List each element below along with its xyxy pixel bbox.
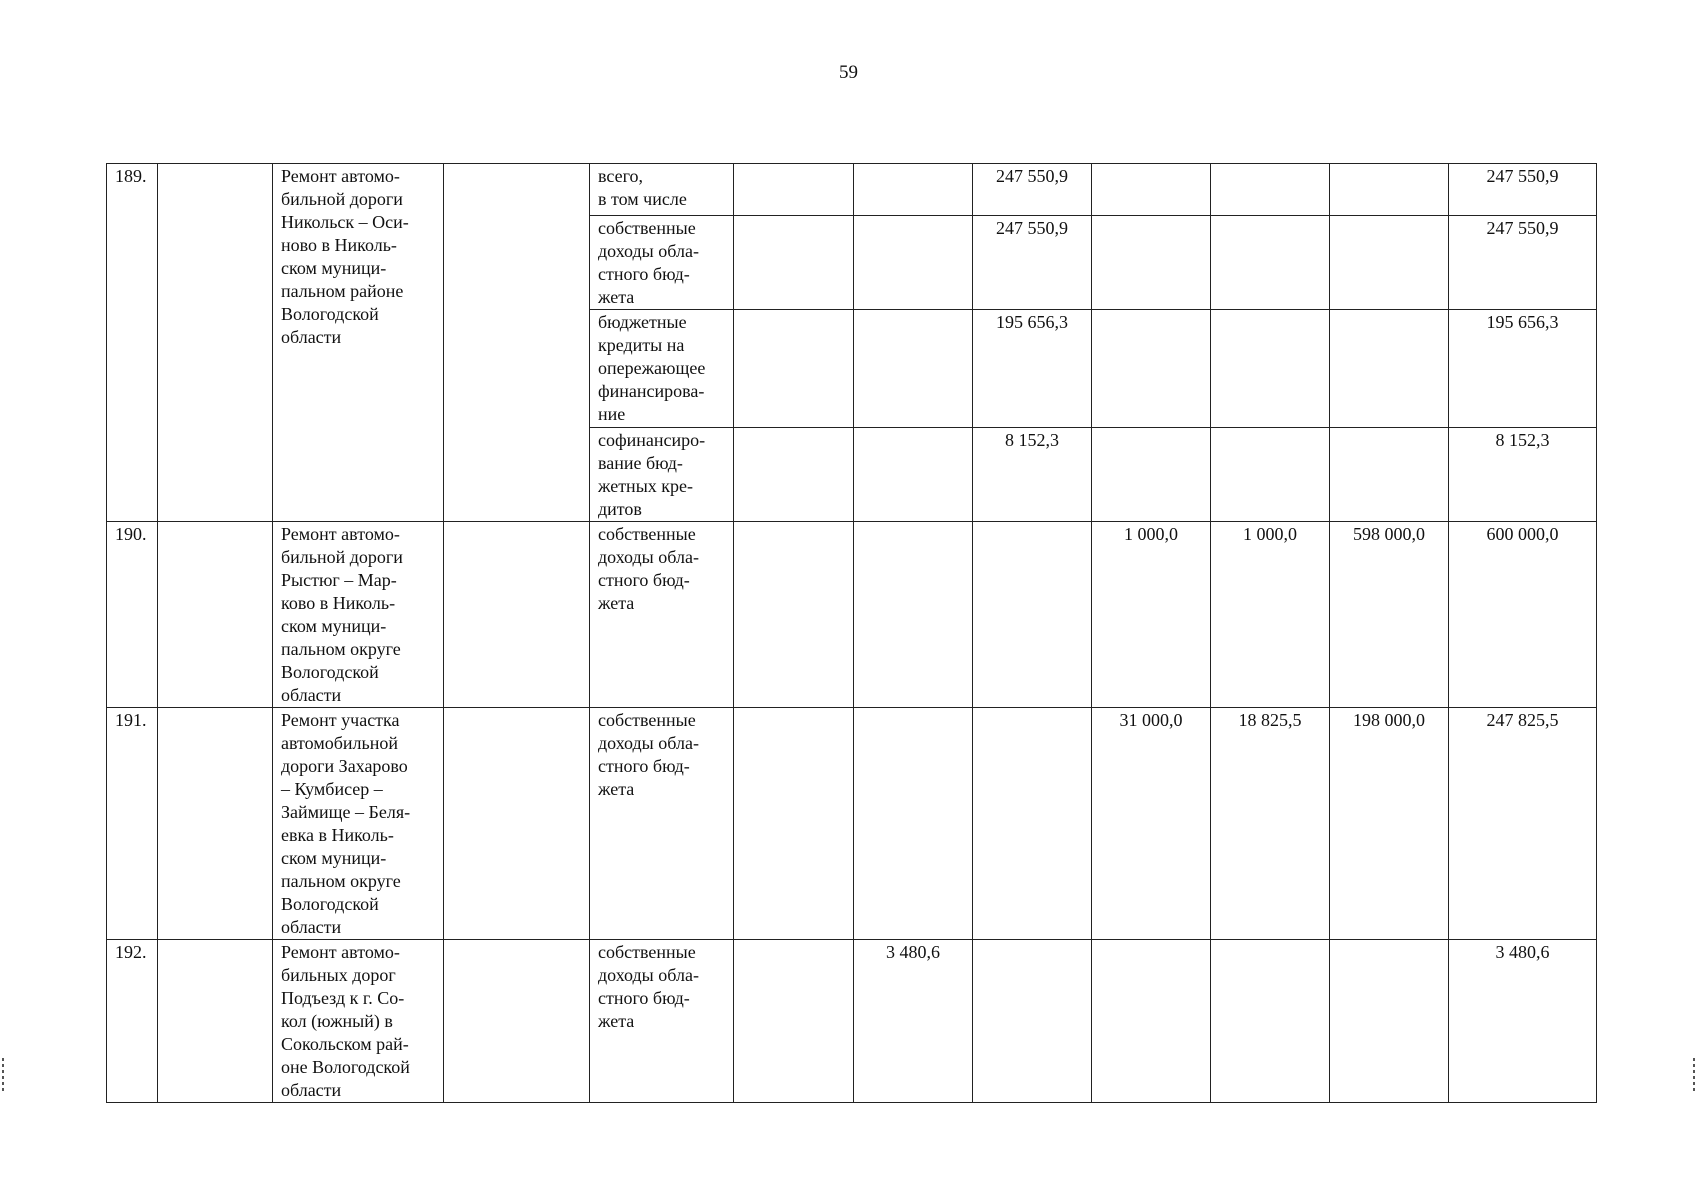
funding-source-cell: софинансиро- вание бюд- жетных кре- дитов bbox=[590, 428, 734, 522]
amount-cell bbox=[973, 940, 1092, 1103]
code-cell bbox=[158, 940, 273, 1103]
amount-cell bbox=[854, 522, 973, 708]
total-amount-cell: 3 480,6 bbox=[1449, 940, 1597, 1103]
capacity-cell bbox=[444, 708, 590, 940]
total-amount-cell: 247 550,9 bbox=[1449, 164, 1597, 216]
amount-cell bbox=[854, 708, 973, 940]
amount-cell bbox=[734, 216, 854, 310]
amount-cell bbox=[854, 216, 973, 310]
object-name-cell: Ремонт участка автомобильной дороги Захарово – Кумбисер – Займище – Беля- евка в Николь- ском муници- пальном округе Вологодской области bbox=[273, 708, 444, 940]
amount-cell bbox=[1211, 310, 1330, 428]
amount-cell: 598 000,0 bbox=[1330, 522, 1449, 708]
object-name-cell: Ремонт автомо- бильной дороги Никольск – Оси- ново в Николь- ском муници- пальном районе Вологодской области bbox=[273, 164, 444, 522]
amount-cell: 247 550,9 bbox=[973, 216, 1092, 310]
row-number-cell: 192. bbox=[107, 940, 158, 1103]
amount-cell bbox=[1092, 428, 1211, 522]
amount-cell bbox=[1330, 310, 1449, 428]
amount-cell bbox=[973, 522, 1092, 708]
code-cell bbox=[158, 708, 273, 940]
amount-cell bbox=[1092, 216, 1211, 310]
amount-cell bbox=[1211, 164, 1330, 216]
total-amount-cell: 600 000,0 bbox=[1449, 522, 1597, 708]
code-cell bbox=[158, 164, 273, 522]
funding-source-cell: собственные доходы обла- стного бюд- жета bbox=[590, 708, 734, 940]
row-number-cell: 191. bbox=[107, 708, 158, 940]
amount-cell bbox=[1211, 428, 1330, 522]
total-amount-cell: 247 825,5 bbox=[1449, 708, 1597, 940]
row-number-cell: 190. bbox=[107, 522, 158, 708]
total-amount-cell: 195 656,3 bbox=[1449, 310, 1597, 428]
funding-source-cell: всего, в том числе bbox=[590, 164, 734, 216]
scan-edge-mark-left bbox=[2, 1058, 4, 1094]
capacity-cell bbox=[444, 940, 590, 1103]
amount-cell bbox=[1092, 164, 1211, 216]
amount-cell bbox=[734, 522, 854, 708]
funding-source-cell: собственные доходы обла- стного бюд- жета bbox=[590, 522, 734, 708]
amount-cell: 1 000,0 bbox=[1211, 522, 1330, 708]
amount-cell: 31 000,0 bbox=[1092, 708, 1211, 940]
amount-cell: 8 152,3 bbox=[973, 428, 1092, 522]
amount-cell: 18 825,5 bbox=[1211, 708, 1330, 940]
table-row bbox=[107, 522, 1597, 708]
funding-source-cell: собственные доходы обла- стного бюд- жета bbox=[590, 940, 734, 1103]
amount-cell bbox=[1330, 940, 1449, 1103]
amount-cell bbox=[1092, 940, 1211, 1103]
object-name-cell: Ремонт автомо- бильных дорог Подъезд к г. Со- кол (южный) в Сокольском рай- оне Вологодской области bbox=[273, 940, 444, 1103]
amount-cell bbox=[734, 428, 854, 522]
amount-cell bbox=[734, 708, 854, 940]
amount-cell bbox=[854, 164, 973, 216]
row-number-cell: 189. bbox=[107, 164, 158, 522]
funding-source-cell: собственные доходы обла- стного бюд- жета bbox=[590, 216, 734, 310]
table-row bbox=[107, 940, 1597, 1103]
amount-cell: 1 000,0 bbox=[1092, 522, 1211, 708]
amount-cell bbox=[854, 428, 973, 522]
amount-cell: 3 480,6 bbox=[854, 940, 973, 1103]
amount-cell bbox=[1092, 310, 1211, 428]
amount-cell: 198 000,0 bbox=[1330, 708, 1449, 940]
amount-cell bbox=[1330, 216, 1449, 310]
page-number: 59 bbox=[839, 62, 858, 83]
amount-cell: 247 550,9 bbox=[973, 164, 1092, 216]
table-row bbox=[107, 708, 1597, 940]
scan-edge-mark-right bbox=[1693, 1058, 1695, 1094]
total-amount-cell: 8 152,3 bbox=[1449, 428, 1597, 522]
amount-cell bbox=[1211, 940, 1330, 1103]
amount-cell bbox=[734, 310, 854, 428]
budget-table bbox=[106, 163, 1597, 1103]
amount-cell bbox=[973, 708, 1092, 940]
amount-cell bbox=[1330, 164, 1449, 216]
total-amount-cell: 247 550,9 bbox=[1449, 216, 1597, 310]
table-row bbox=[107, 164, 1597, 216]
funding-source-cell: бюджетные кредиты на опережающее финансирова- ние bbox=[590, 310, 734, 428]
amount-cell bbox=[734, 940, 854, 1103]
amount-cell bbox=[734, 164, 854, 216]
amount-cell bbox=[854, 310, 973, 428]
capacity-cell bbox=[444, 522, 590, 708]
code-cell bbox=[158, 522, 273, 708]
amount-cell bbox=[1211, 216, 1330, 310]
amount-cell: 195 656,3 bbox=[973, 310, 1092, 428]
object-name-cell: Ремонт автомо- бильной дороги Рыстюг – Мар- ково в Николь- ском муници- пальном округе Вологодской области bbox=[273, 522, 444, 708]
amount-cell bbox=[1330, 428, 1449, 522]
capacity-cell bbox=[444, 164, 590, 522]
